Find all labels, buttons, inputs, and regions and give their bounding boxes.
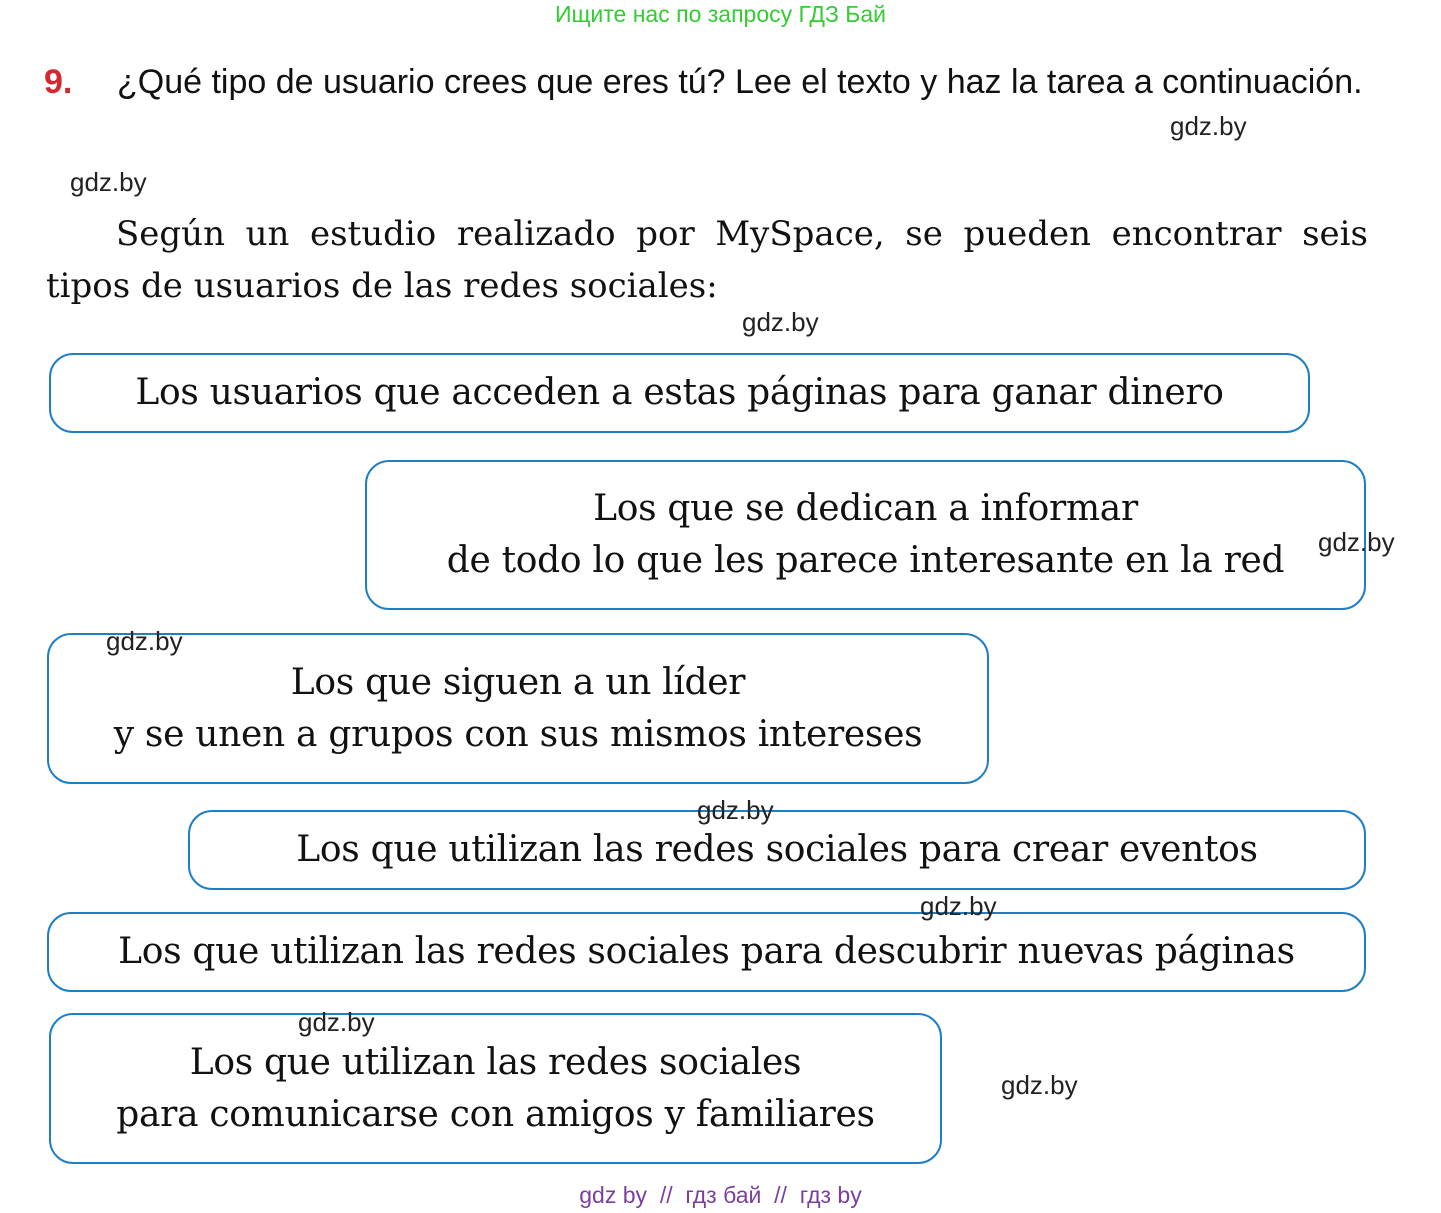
watermark: gdz.by <box>298 1007 375 1037</box>
user-type-text: Los que siguen a un líder <box>290 661 746 703</box>
user-type-text: Los que utilizan las redes sociales para descubrir nuevas páginas <box>118 931 1295 972</box>
user-type-text: Los que se dedican a informar <box>593 488 1138 529</box>
user-type-box <box>49 353 1310 433</box>
exercise-instruction: ¿Qué tipo de usuario crees que eres tú? Lee el texto y haz la tarea a continuación. <box>117 63 1363 101</box>
user-type-box <box>188 810 1366 890</box>
user-type-text: de todo lo que les parece interesante en la red <box>446 540 1285 581</box>
footer-separator: // <box>659 1182 673 1208</box>
user-type-text: Los que utilizan las redes sociales para crear eventos <box>296 829 1258 870</box>
top-banner: Ищите нас по запросу ГДЗ Бай <box>554 1 887 27</box>
watermark: gdz.by <box>106 626 183 656</box>
watermark: gdz.by <box>1318 527 1395 557</box>
footer-link-gdz-bai[interactable]: гдз бай <box>685 1182 762 1208</box>
user-type-box <box>49 1013 942 1164</box>
footer-link-gdz-by-cyr[interactable]: гдз by <box>799 1182 862 1208</box>
watermark: gdz.by <box>1170 111 1247 141</box>
user-type-text: para comunicarse con amigos y familiares <box>116 1093 875 1135</box>
user-type-text: Los que utilizan las redes sociales <box>189 1041 802 1083</box>
watermark: gdz.by <box>70 167 147 197</box>
user-type-box <box>47 912 1366 992</box>
user-type-text: y se unen a grupos con sus mismos intereses <box>113 713 923 755</box>
user-type-text: Los usuarios que acceden a estas páginas para ganar dinero <box>135 372 1224 413</box>
watermark: gdz.by <box>1001 1070 1078 1100</box>
watermark: gdz.by <box>920 891 997 921</box>
watermark: gdz.by <box>697 795 774 825</box>
watermark: gdz.by <box>742 307 819 337</box>
footer-link-gdz-by[interactable]: gdz by <box>579 1182 648 1208</box>
user-type-box <box>365 460 1366 610</box>
user-type-box <box>47 633 989 784</box>
footer-separator: // <box>774 1182 787 1208</box>
intro-paragraph: Según un estudio realizado por MySpace, se pueden encontrar seis tipos de usuarios de las redes sociales: <box>46 214 1368 306</box>
footer <box>0 1180 1441 1210</box>
exercise-number: 9. <box>44 63 73 101</box>
